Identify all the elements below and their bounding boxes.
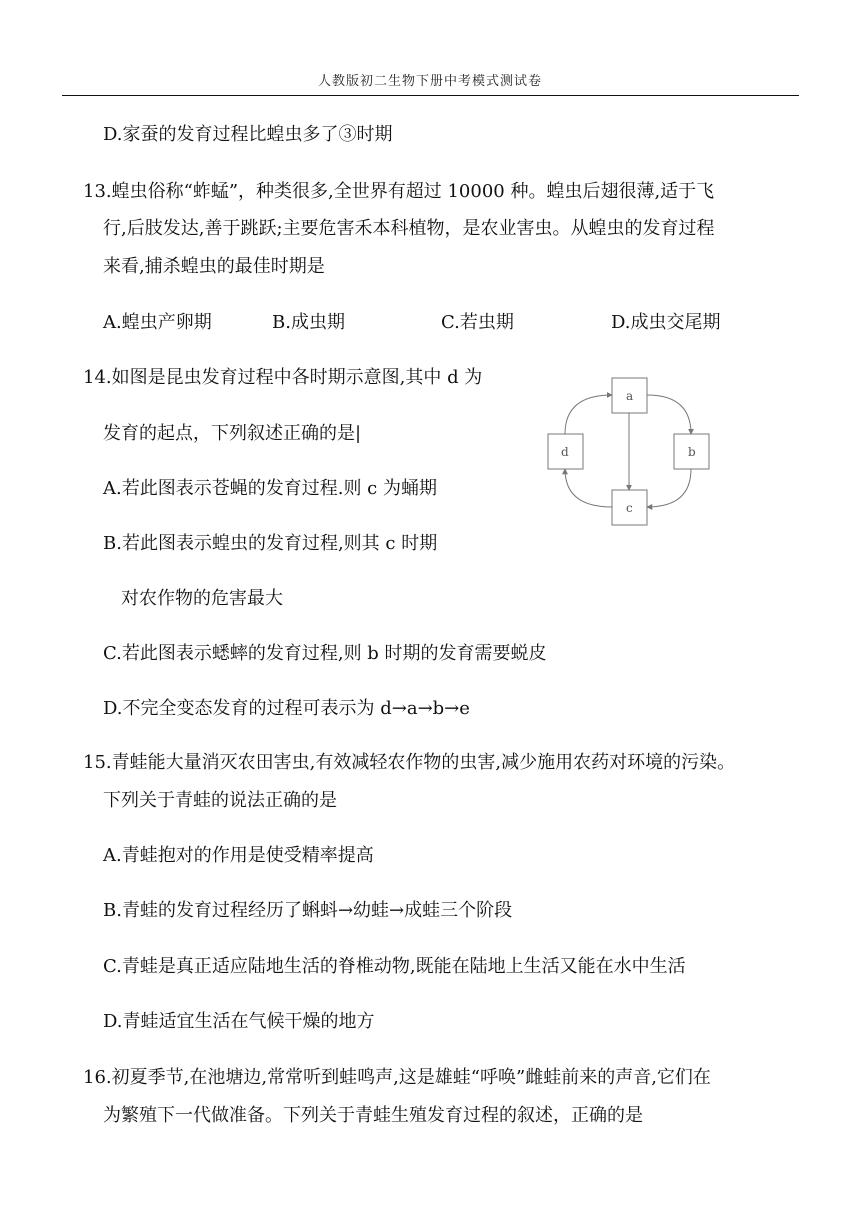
q12-option-d: D.家蚕的发育过程比蝗虫多了③时期 [103,124,393,145]
q15-option-a: A.青蛙抱对的作用是使受精率提高 [103,845,374,866]
q15-stem-line-2: 下列关于青蛙的说法正确的是 [103,790,337,811]
arrow-d-to-a [565,395,612,434]
q15-option-b: B.青蛙的发育过程经历了蝌蚪→幼蛙→成蛙三个阶段 [103,900,513,921]
q15-option-c: C.青蛙是真正适应陆地生活的脊椎动物,既能在陆地上生活又能在水中生活 [103,956,686,977]
q16-stem-line-2: 为繁殖下一代做准备。下列关于青蛙生殖发育过程的叙述，正确的是 [103,1105,643,1126]
q13-stem-line-2: 行,后肢发达,善于跳跃;主要危害禾本科植物，是农业害虫。从蝗虫的发育过程 [103,218,715,239]
arrow-c-to-d [565,469,612,507]
q16-stem-line-1: 16.初夏季节,在池塘边,常常听到蛙鸣声,这是雄蛙“呼唤”雌蛙前来的声音,它们在 [83,1067,711,1088]
q14-stem-line-2: 发育的起点，下列叙述正确的是| [103,423,362,444]
q13-option-a: A.蝗虫产卵期 [103,312,212,333]
stage-a-label: a [626,389,634,403]
q15-option-d: D.青蛙适宜生活在气候干燥的地方 [103,1011,375,1032]
stage-d-label: d [561,445,569,459]
stage-b-label: b [688,445,696,459]
q13-option-b: B.成虫期 [272,312,345,333]
header-divider [62,95,799,96]
insect-development-cycle-diagram [540,370,720,535]
arrow-b-to-c [647,469,691,507]
q13-stem-line-3: 来看,捕杀蝗虫的最佳时期是 [103,256,325,277]
q15-stem-line-1: 15.青蛙能大量消灭农田害虫,有效减轻农作物的虫害,减少施用农药对环境的污染。 [83,752,736,773]
q13-option-c: C.若虫期 [441,312,514,333]
q14-option-d: D.不完全变态发育的过程可表示为 d→a→b→e [103,698,470,719]
arrow-a-to-b [647,395,691,434]
stage-c-label: c [626,501,633,515]
q13-option-d: D.成虫交尾期 [611,312,721,333]
q14-stem-line-1: 14.如图是昆虫发育过程中各时期示意图,其中 d 为 [83,367,483,388]
q13-stem-line-1: 13.蝗虫俗称“蚱蜢”，种类很多,全世界有超过 10000 种。蝗虫后翅很薄,适于飞 [83,181,715,202]
q14-option-b-line-2: 对农作物的危害最大 [121,588,283,609]
q14-option-c: C.若此图表示蟋蟀的发育过程,则 b 时期的发育需要蜕皮 [103,643,547,664]
q14-option-b-line-1: B.若此图表示蝗虫的发育过程,则其 c 时期 [103,533,438,554]
q14-option-a: A.若此图表示苍蝇的发育过程.则 c 为蛹期 [103,478,437,499]
page-header-title: 人教版初二生物下册中考模式测试卷 [317,74,542,89]
